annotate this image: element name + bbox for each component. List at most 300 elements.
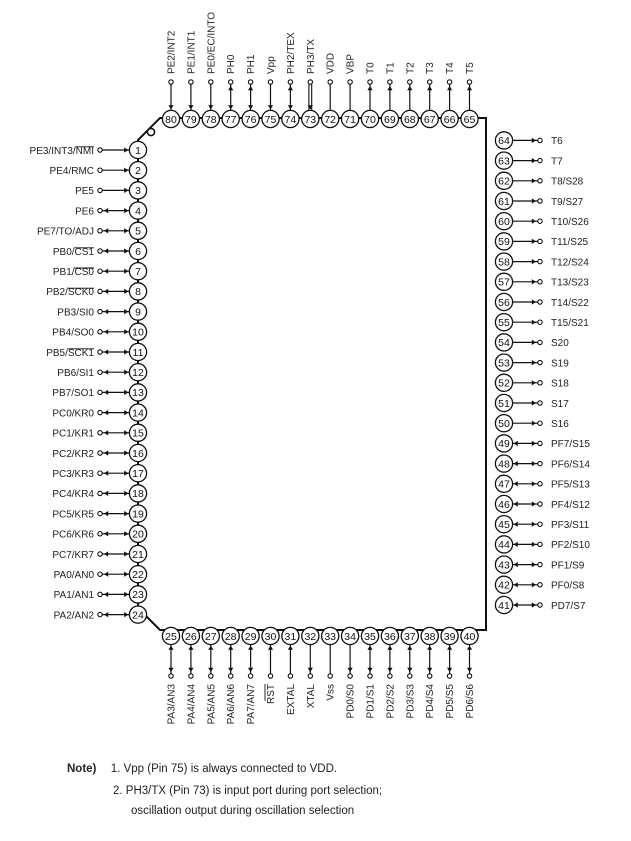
pin-terminal [408,80,412,84]
pin-terminal [98,269,102,273]
pin-59 [495,233,588,250]
arrow-head [532,198,536,203]
arrow-head [467,668,472,672]
pin-label: PF2/S10 [551,540,590,552]
pin-70 [361,62,378,128]
pin-label: VBP [345,53,357,74]
pin-number: 78 [204,113,217,126]
pin-number: 20 [132,528,144,541]
pin-5 [37,222,147,239]
pin-label: T2 [405,62,417,74]
pin-terminal [98,350,102,354]
pin-label: PE7/TO/ADJ [36,226,94,238]
pin-label: T8/S28 [551,176,584,188]
pin-49 [495,435,590,452]
arrow-head [248,86,253,90]
pin-number: 70 [364,113,376,126]
arrow-head [104,269,108,274]
pin-label: T7 [551,156,563,168]
pin-terminal [538,441,542,445]
arrow-head [427,668,432,672]
pin-number: 34 [344,630,356,643]
pin-terminal [447,674,451,678]
pin-number: 80 [165,113,177,126]
arrow-head [514,441,518,446]
pin-label: PC0/KR0 [52,408,94,420]
pin-label: VDD [325,52,337,74]
pin-terminal [229,674,233,678]
arrow-head [288,646,293,650]
arrow-head [532,158,536,163]
pin-52 [495,374,569,391]
pin-number: 29 [244,630,257,643]
arrow-head [124,269,128,274]
pin-label: PB4/SO0 [52,327,94,339]
pin-label: PC3/KR3 [52,469,94,480]
arrow-head [168,646,173,650]
pin-number: 56 [498,296,510,309]
note-label: Note) [67,763,97,775]
pin-terminal [348,80,352,84]
pin-26 [182,627,199,724]
pin-label: PH1 [246,54,258,74]
pin-label: PF1/S9 [551,560,585,572]
pin-number: 44 [498,539,510,552]
arrow-head [532,542,536,547]
pin-number: 18 [132,488,144,501]
pin-32 [302,627,319,708]
pin-number: 12 [132,367,144,379]
pin-number: 37 [403,630,416,643]
arrow-head [124,147,128,152]
pin-22 [54,566,147,583]
note-line-3: oscillation output during oscillation selection [131,805,355,817]
arrow-head [532,562,536,567]
arrow-head [124,572,128,577]
arrow-head [104,410,108,415]
pin-number: 17 [132,468,144,480]
arrow-head [532,421,536,426]
pin-number: 7 [135,266,141,278]
pin-terminal [248,674,252,678]
pin-terminal [538,179,542,183]
pin-number: 47 [498,478,510,491]
pin-number: 25 [165,630,177,643]
arrow-head [124,370,128,375]
arrow-head [514,582,518,587]
pin-12 [57,364,146,381]
arrow-head [104,370,108,375]
pin-number: 71 [344,113,356,126]
pin-53 [495,354,569,371]
pin-60 [495,213,589,230]
arrow-head [532,461,536,466]
pin-number: 65 [463,113,476,126]
arrow-head [104,228,108,233]
pin-terminal [169,674,173,678]
pin-terminal [98,229,102,233]
pin-label: PA2/AN2 [53,610,94,622]
pin-37 [401,627,418,718]
pin-terminal [248,80,252,84]
pin-number: 15 [132,427,144,440]
arrow-head [104,511,108,516]
pin-44 [495,536,590,553]
pin-13 [52,384,146,401]
pin-label: PD1/S1 [365,684,377,719]
pin-15 [52,424,146,441]
pin-57 [495,273,589,290]
pin-terminal [98,410,102,414]
pin-label: PB6/SI1 [57,368,94,379]
pin-terminal [428,674,432,678]
arrow-head [104,208,108,213]
arrow-head [447,646,452,650]
pin-number: 1 [135,144,141,157]
pin-number: 63 [498,155,510,168]
arrow-head [407,86,412,90]
pin-terminal [98,188,102,192]
pin-4 [75,202,147,219]
pin-terminal [268,674,272,678]
pin-terminal [538,360,542,364]
pin-1 [30,141,147,158]
arrow-head [407,668,412,672]
pin-terminal [538,138,542,142]
pin-55 [495,314,589,331]
pin-label: S18 [551,378,569,390]
arrow-head [124,248,128,253]
arrow-head [124,592,128,597]
arrow-head [124,450,128,455]
pin-number: 32 [304,630,317,643]
pin-45 [495,516,589,533]
pin-number: 10 [132,326,144,339]
pin-terminal [368,80,372,84]
pin-label: PF0/S8 [551,580,585,592]
arrow-head [124,228,128,233]
pin-number: 23 [132,589,144,602]
pin-number: 28 [224,630,237,643]
arrow-head [532,320,536,325]
pin-label: PC7/KR7 [52,549,94,561]
pin-label: T11/S25 [551,237,589,249]
pin-62 [495,172,583,189]
pin-number: 40 [463,630,476,643]
pin-terminal [98,208,102,212]
pin-terminal [538,502,542,506]
pin-54 [495,334,569,351]
pin-label: PC4/KR4 [52,489,94,501]
pin-67 [421,62,438,128]
arrow-head [467,86,472,90]
pin-38 [421,627,438,718]
pin1-marker [147,128,154,135]
pin-number: 64 [498,135,510,148]
arrow-head [532,219,536,224]
pin-51 [495,394,569,411]
arrow-head [288,86,293,90]
pin-number: 13 [132,387,144,400]
arrow-head [188,668,193,672]
pin-terminal [538,158,542,162]
pin-label: PB3/SI0 [57,307,94,319]
pin-label: PB1/CS0 [52,267,94,278]
arrow-head [124,168,128,173]
pin-23 [54,586,147,603]
pin-terminal [288,80,292,84]
pin-8 [46,283,146,300]
arrow-head [387,646,392,650]
pin-label: T13/S23 [551,277,589,289]
pin-label: S19 [551,358,569,370]
pin-label: PE1/INT1 [186,30,198,74]
pin-number: 4 [135,205,141,218]
pin-label: PA6/AN6 [226,684,238,725]
arrow-head [532,582,536,587]
pin-label: PD2/S2 [385,684,397,719]
pin-11 [46,343,146,360]
arrow-head [124,188,128,193]
pin-2 [50,162,147,179]
pin-terminal [348,674,352,678]
arrow-head [104,329,108,334]
pin-label: PB7/SO1 [52,388,94,400]
arrow-head [208,646,213,650]
arrow-head [228,86,233,90]
pin-label: PA1/AN1 [53,590,94,602]
arrow-head [514,481,518,486]
arrow-head [532,501,536,506]
arrow-head [104,430,108,435]
pin-terminal [368,674,372,678]
arrow-head [514,522,518,527]
pin-label: PD3/S3 [405,684,417,719]
pin-35 [361,627,378,718]
pin-number: 16 [132,447,144,460]
arrow-head [367,86,372,90]
pin-number: 3 [135,185,141,198]
pin-number: 68 [403,113,416,126]
pin-label: T10/S26 [551,217,589,228]
pin-36 [381,627,398,718]
pin-terminal [388,674,392,678]
pin-terminal [98,612,102,616]
pin-40 [461,627,478,718]
pin-76 [242,54,259,127]
pin-label: PF3/S11 [551,520,590,531]
pin-label: T9/S27 [551,196,584,208]
pin-label: PC2/KR2 [52,448,94,460]
pin-label: T3 [425,62,437,74]
pin-terminal [538,542,542,546]
pin-terminal [98,309,102,313]
note-line-2: 2. PH3/TX (Pin 73) is input port during port selection; [113,785,383,797]
pin-7 [53,263,147,280]
pin-terminal [538,300,542,304]
arrow-head [208,668,213,672]
pin-terminal [538,421,542,425]
pin-terminal [538,199,542,203]
arrow-head [447,668,452,672]
pin-label: PF6/S14 [551,459,590,471]
pin-71 [342,54,359,128]
pin-terminal [538,583,542,587]
pin-number: 45 [498,519,510,531]
pin-terminal [538,381,542,385]
pin-label: PC1/KR1 [52,428,94,440]
pin-number: 62 [498,175,510,188]
pin-terminal [189,80,193,84]
pin-number: 58 [498,256,510,269]
pin-terminal [538,239,542,243]
pin-number: 9 [135,306,141,319]
pin-63 [495,152,563,169]
pin-number: 11 [132,346,144,359]
pin-label: PH0 [226,54,238,74]
arrow-head [308,668,313,672]
pin-27 [202,627,219,724]
pin-16 [52,444,146,461]
arrow-head [532,522,536,527]
pin-terminal [98,592,102,596]
arrow-head [124,309,128,314]
pin-30 [262,627,279,704]
pin-39 [441,627,458,718]
pin-terminal [538,280,542,284]
pin-label: PH2/TEX [285,32,297,74]
arrow-head [188,105,193,109]
pin-number: 39 [443,630,456,643]
pin-number: 79 [185,113,197,126]
arrow-head [514,461,518,466]
pin-label: S20 [551,338,569,350]
pin-41 [495,596,586,613]
pin-75 [262,56,279,128]
pin-label: T0 [365,62,377,74]
pin-73 [302,39,319,128]
pin-number: 19 [132,508,144,521]
pin-label: PB5/SCK1 [46,347,94,359]
arrow-head [248,668,253,672]
pin-terminal [98,289,102,293]
pin-terminal [98,148,102,152]
pin-number: 27 [204,630,217,643]
pin-label: PE2/INT2 [166,30,178,74]
pin-terminal [388,80,392,84]
arrow-head [467,646,472,650]
pin-number: 8 [135,286,141,299]
pin-number: 24 [132,609,144,622]
pin-label: T12/S24 [551,257,589,269]
pin-terminal [268,80,272,84]
pin-17 [52,465,146,482]
arrow-head [367,668,372,672]
pin-20 [52,525,146,542]
arrow-head [124,329,128,334]
pin-number: 2 [135,165,141,177]
arrow-head [514,542,518,547]
arrow-head [124,471,128,476]
pin-label: PE6 [75,206,94,218]
pin-number: 46 [498,498,510,511]
pin-number: 67 [423,113,436,126]
pin-number: 54 [498,337,510,350]
pin-label: PA7/AN7 [246,684,258,725]
pin-18 [52,485,146,502]
pin-number: 75 [264,113,277,126]
pin-terminal [98,330,102,334]
pin-terminal [447,80,451,84]
pin-terminal [169,80,173,84]
arrow-head [532,279,536,284]
pin-terminal [428,80,432,84]
arrow-head [104,572,108,577]
pin-9 [57,303,146,320]
pin-79 [182,30,199,127]
arrow-head [124,390,128,395]
pin-46 [495,495,590,512]
pin-number: 43 [498,559,510,572]
pin-label: PF7/S15 [551,439,590,451]
pin-label: PE3/INT3/NMI [29,145,94,157]
arrow-head [104,491,108,496]
arrow-head [104,551,108,556]
pin-label: PE0/EC/INTO [206,11,218,74]
pin-number: 69 [384,113,396,126]
pin-21 [52,545,146,562]
note-line-1 [67,763,337,775]
arrow-head [532,239,536,244]
pin-label: RST [266,684,277,704]
arrow-head [387,86,392,90]
pin-47 [495,475,590,492]
pin-label: PE5 [75,186,94,198]
pin-label: PA0/AN0 [53,570,94,581]
pin-number: 38 [423,630,436,643]
pin-number: 30 [264,630,277,643]
arrow-head [268,646,273,650]
pin-terminal [98,491,102,495]
pin-number: 66 [443,113,456,126]
pin-number: 51 [498,397,510,410]
pin-56 [495,293,589,310]
pin-label: PD4/S4 [425,684,437,719]
pin-number: 33 [324,630,337,643]
pin-terminal [98,431,102,435]
arrow-head [348,668,353,672]
pin-48 [495,455,590,472]
pin-number: 42 [498,579,510,592]
pin-terminal [538,259,542,263]
pin-terminal [408,674,412,678]
pin-label: XTAL [305,684,317,709]
arrow-head [268,105,273,109]
pin-42 [495,576,584,593]
pin-label: PD7/S7 [551,600,586,612]
pin-number: 53 [498,357,510,370]
pin-terminal [98,168,102,172]
pin-78 [202,12,219,128]
pin-19 [52,505,146,522]
arrow-head [427,646,432,650]
arrow-head [532,259,536,264]
pin-label: S17 [551,398,569,410]
pin-label: PD5/S5 [445,684,457,719]
arrow-head [532,481,536,486]
arrow-head [514,602,518,607]
pin-number: 72 [324,113,337,126]
